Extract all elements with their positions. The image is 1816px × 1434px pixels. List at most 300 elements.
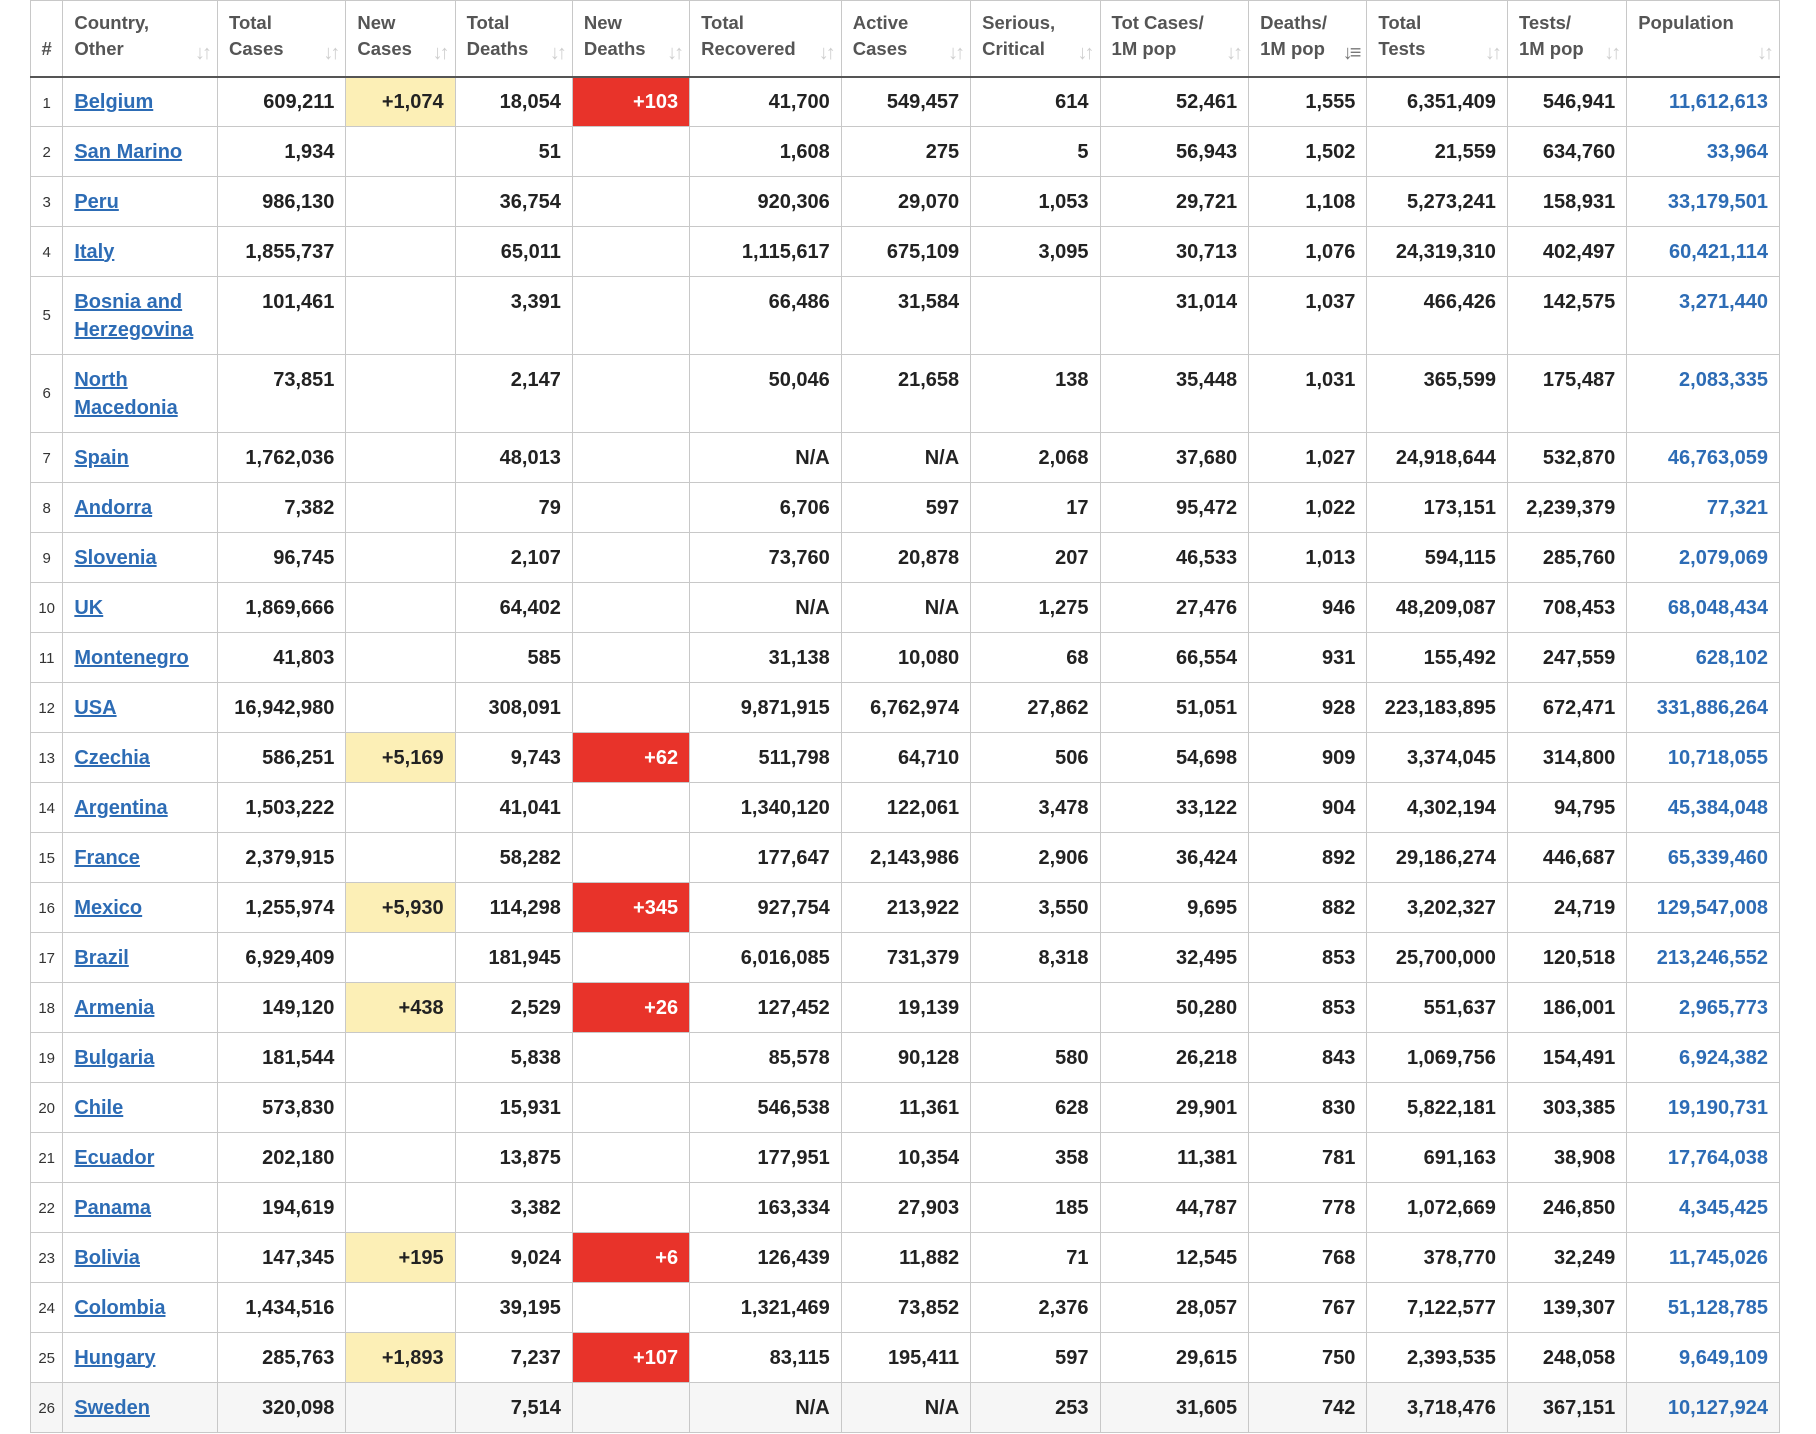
country-link[interactable]: UK xyxy=(74,596,104,619)
table-row xyxy=(31,1383,1780,1433)
deaths-per-1m-cell: 767 xyxy=(1249,1283,1367,1333)
header-country-label: Country, Other xyxy=(74,12,150,59)
total-tests-cell: 5,273,241 xyxy=(1367,177,1508,227)
country-cell xyxy=(63,533,218,583)
total-cases-cell: 149,120 xyxy=(218,983,346,1033)
country-link[interactable]: Chile xyxy=(74,1096,124,1119)
country-link[interactable]: North Macedonia xyxy=(74,369,178,419)
new-cases-cell xyxy=(346,1133,455,1183)
tests-per-1m-cell: 175,487 xyxy=(1507,355,1626,433)
header-total-tests[interactable] xyxy=(1367,1,1508,77)
country-cell xyxy=(63,483,218,533)
total-tests-cell: 466,426 xyxy=(1367,277,1508,355)
country-link[interactable]: Colombia xyxy=(74,1296,166,1319)
rank-cell: 17 xyxy=(31,933,63,983)
tot-cases-per-1m-cell: 31,014 xyxy=(1100,277,1249,355)
country-link[interactable]: Belgium xyxy=(74,90,154,113)
covid-stats-table xyxy=(30,0,1780,1433)
total-deaths-cell: 308,091 xyxy=(455,683,572,733)
table-row xyxy=(31,783,1780,833)
new-cases-cell xyxy=(346,933,455,983)
total-tests-cell: 378,770 xyxy=(1367,1233,1508,1283)
tests-per-1m-cell: 120,518 xyxy=(1507,933,1626,983)
new-deaths-cell: +6 xyxy=(572,1233,689,1283)
new-cases-cell xyxy=(346,1183,455,1233)
total-recovered-cell: 1,321,469 xyxy=(690,1283,842,1333)
sort-icon[interactable]: ↓↑ xyxy=(1484,41,1499,64)
total-recovered-cell: 41,700 xyxy=(690,77,842,127)
serious-critical-cell: 628 xyxy=(971,1083,1100,1133)
rank-cell: 3 xyxy=(31,177,63,227)
rank-cell: 11 xyxy=(31,633,63,683)
rank-cell: 14 xyxy=(31,783,63,833)
total-deaths-cell: 114,298 xyxy=(455,883,572,933)
header-tests-per-1m[interactable] xyxy=(1507,1,1626,77)
active-cases-cell: 64,710 xyxy=(841,733,970,783)
active-cases-cell: 20,878 xyxy=(841,533,970,583)
country-link[interactable]: Mexico xyxy=(74,896,143,919)
population-cell: 10,718,055 xyxy=(1627,733,1780,783)
active-cases-cell: 195,411 xyxy=(841,1333,970,1383)
tests-per-1m-cell: 158,931 xyxy=(1507,177,1626,227)
header-total-deaths[interactable] xyxy=(455,1,572,77)
total-deaths-cell: 7,514 xyxy=(455,1383,572,1433)
tests-per-1m-cell: 708,453 xyxy=(1507,583,1626,633)
tests-per-1m-cell: 546,941 xyxy=(1507,77,1626,127)
serious-critical-cell: 3,095 xyxy=(971,227,1100,277)
new-cases-cell xyxy=(346,127,455,177)
rank-cell: 9 xyxy=(31,533,63,583)
serious-critical-cell: 3,478 xyxy=(971,783,1100,833)
sort-icon[interactable]: ↓↑ xyxy=(818,41,833,64)
sort-desc-icon[interactable]: ↓≡ xyxy=(1342,41,1359,64)
total-recovered-cell: 927,754 xyxy=(690,883,842,933)
total-cases-cell: 101,461 xyxy=(218,277,346,355)
total-recovered-cell: 163,334 xyxy=(690,1183,842,1233)
tests-per-1m-cell: 246,850 xyxy=(1507,1183,1626,1233)
deaths-per-1m-cell: 781 xyxy=(1249,1133,1367,1183)
table-body xyxy=(31,77,1780,1433)
active-cases-cell: 597 xyxy=(841,483,970,533)
total-cases-cell: 1,934 xyxy=(218,127,346,177)
total-deaths-cell: 3,391 xyxy=(455,277,572,355)
total-recovered-cell: 511,798 xyxy=(690,733,842,783)
population-cell: 213,246,552 xyxy=(1627,933,1780,983)
serious-critical-cell: 207 xyxy=(971,533,1100,583)
new-deaths-cell xyxy=(572,1133,689,1183)
rank-cell: 16 xyxy=(31,883,63,933)
active-cases-cell: 27,903 xyxy=(841,1183,970,1233)
total-tests-cell: 155,492 xyxy=(1367,633,1508,683)
country-cell xyxy=(63,433,218,483)
country-link[interactable]: Andorra xyxy=(74,496,153,519)
country-cell xyxy=(63,833,218,883)
header-population-label: Population xyxy=(1638,12,1734,33)
active-cases-cell: 6,762,974 xyxy=(841,683,970,733)
tot-cases-per-1m-cell: 95,472 xyxy=(1100,483,1249,533)
country-link[interactable]: Bolivia xyxy=(74,1246,140,1269)
total-tests-cell: 2,393,535 xyxy=(1367,1333,1508,1383)
total-cases-cell: 285,763 xyxy=(218,1333,346,1383)
header-new-deaths[interactable] xyxy=(572,1,689,77)
new-cases-cell xyxy=(346,583,455,633)
tot-cases-per-1m-cell: 26,218 xyxy=(1100,1033,1249,1083)
total-deaths-cell: 51 xyxy=(455,127,572,177)
population-cell: 4,345,425 xyxy=(1627,1183,1780,1233)
rank-cell: 18 xyxy=(31,983,63,1033)
new-cases-cell: +5,169 xyxy=(346,733,455,783)
serious-critical-cell: 358 xyxy=(971,1133,1100,1183)
new-cases-cell xyxy=(346,833,455,883)
country-cell xyxy=(63,683,218,733)
new-deaths-cell xyxy=(572,433,689,483)
tot-cases-per-1m-cell: 29,615 xyxy=(1100,1333,1249,1383)
serious-critical-cell xyxy=(971,277,1100,355)
total-recovered-cell: 177,951 xyxy=(690,1133,842,1183)
active-cases-cell: N/A xyxy=(841,583,970,633)
total-cases-cell: 586,251 xyxy=(218,733,346,783)
deaths-per-1m-cell: 1,027 xyxy=(1249,433,1367,483)
total-tests-cell: 3,202,327 xyxy=(1367,883,1508,933)
total-recovered-cell: 31,138 xyxy=(690,633,842,683)
header-deaths-per-1m[interactable] xyxy=(1249,1,1367,77)
serious-critical-cell: 1,275 xyxy=(971,583,1100,633)
sort-icon[interactable]: ↓↑ xyxy=(195,41,210,64)
active-cases-cell: 10,354 xyxy=(841,1133,970,1183)
population-cell: 46,763,059 xyxy=(1627,433,1780,483)
tot-cases-per-1m-cell: 28,057 xyxy=(1100,1283,1249,1333)
header-total-cases[interactable] xyxy=(218,1,346,77)
country-cell xyxy=(63,1333,218,1383)
total-cases-cell: 1,434,516 xyxy=(218,1283,346,1333)
country-link[interactable]: Panama xyxy=(74,1196,152,1219)
total-cases-cell: 320,098 xyxy=(218,1383,346,1433)
table-row xyxy=(31,833,1780,883)
header-country[interactable] xyxy=(63,1,218,77)
total-deaths-cell: 13,875 xyxy=(455,1133,572,1183)
new-deaths-cell xyxy=(572,1383,689,1433)
deaths-per-1m-cell: 750 xyxy=(1249,1333,1367,1383)
tot-cases-per-1m-cell: 50,280 xyxy=(1100,983,1249,1033)
country-cell xyxy=(63,1083,218,1133)
population-cell: 3,271,440 xyxy=(1627,277,1780,355)
new-deaths-cell xyxy=(572,933,689,983)
rank-cell: 19 xyxy=(31,1033,63,1083)
tests-per-1m-cell: 248,058 xyxy=(1507,1333,1626,1383)
new-deaths-cell: +103 xyxy=(572,77,689,127)
table-row xyxy=(31,127,1780,177)
serious-critical-cell xyxy=(971,983,1100,1033)
table-row xyxy=(31,883,1780,933)
new-deaths-cell xyxy=(572,483,689,533)
sort-icon[interactable]: ↓↑ xyxy=(1226,41,1241,64)
deaths-per-1m-cell: 1,013 xyxy=(1249,533,1367,583)
total-cases-cell: 73,851 xyxy=(218,355,346,433)
rank-cell: 4 xyxy=(31,227,63,277)
total-tests-cell: 6,351,409 xyxy=(1367,77,1508,127)
new-cases-cell xyxy=(346,433,455,483)
country-link[interactable]: Ecuador xyxy=(74,1146,155,1169)
country-link[interactable]: Slovenia xyxy=(74,546,157,569)
country-cell xyxy=(63,933,218,983)
header-tot-cases-per-1m-label: Tot Cases/ 1M pop xyxy=(1111,12,1204,59)
country-link[interactable]: Brazil xyxy=(74,946,129,969)
deaths-per-1m-cell: 843 xyxy=(1249,1033,1367,1083)
tests-per-1m-cell: 142,575 xyxy=(1507,277,1626,355)
tot-cases-per-1m-cell: 32,495 xyxy=(1100,933,1249,983)
country-cell xyxy=(63,227,218,277)
new-deaths-cell xyxy=(572,177,689,227)
country-link[interactable]: Argentina xyxy=(74,796,168,819)
tot-cases-per-1m-cell: 51,051 xyxy=(1100,683,1249,733)
deaths-per-1m-cell: 1,022 xyxy=(1249,483,1367,533)
header-population[interactable] xyxy=(1627,1,1780,77)
tot-cases-per-1m-cell: 37,680 xyxy=(1100,433,1249,483)
deaths-per-1m-cell: 742 xyxy=(1249,1383,1367,1433)
country-link[interactable]: Sweden xyxy=(74,1396,150,1419)
total-recovered-cell: 6,016,085 xyxy=(690,933,842,983)
total-cases-cell: 986,130 xyxy=(218,177,346,227)
tests-per-1m-cell: 314,800 xyxy=(1507,733,1626,783)
country-link[interactable]: Montenegro xyxy=(74,646,189,669)
total-deaths-cell: 39,195 xyxy=(455,1283,572,1333)
tests-per-1m-cell: 303,385 xyxy=(1507,1083,1626,1133)
active-cases-cell: 21,658 xyxy=(841,355,970,433)
total-cases-cell: 2,379,915 xyxy=(218,833,346,883)
rank-cell: 20 xyxy=(31,1083,63,1133)
population-cell: 45,384,048 xyxy=(1627,783,1780,833)
new-cases-cell xyxy=(346,277,455,355)
tests-per-1m-cell: 247,559 xyxy=(1507,633,1626,683)
country-link[interactable]: Bulgaria xyxy=(74,1046,155,1069)
tests-per-1m-cell: 186,001 xyxy=(1507,983,1626,1033)
population-cell: 628,102 xyxy=(1627,633,1780,683)
population-cell: 11,745,026 xyxy=(1627,1233,1780,1283)
total-cases-cell: 16,942,980 xyxy=(218,683,346,733)
deaths-per-1m-cell: 904 xyxy=(1249,783,1367,833)
active-cases-cell: N/A xyxy=(841,1383,970,1433)
header-tot-cases-per-1m[interactable] xyxy=(1100,1,1249,77)
deaths-per-1m-cell: 909 xyxy=(1249,733,1367,783)
active-cases-cell: 122,061 xyxy=(841,783,970,833)
header-new-cases[interactable] xyxy=(346,1,455,77)
tests-per-1m-cell: 367,151 xyxy=(1507,1383,1626,1433)
total-recovered-cell: 73,760 xyxy=(690,533,842,583)
total-cases-cell: 147,345 xyxy=(218,1233,346,1283)
total-cases-cell: 194,619 xyxy=(218,1183,346,1233)
population-cell: 51,128,785 xyxy=(1627,1283,1780,1333)
table-row xyxy=(31,1233,1780,1283)
tot-cases-per-1m-cell: 44,787 xyxy=(1100,1183,1249,1233)
sort-icon[interactable]: ↓↑ xyxy=(667,41,682,64)
sort-icon[interactable]: ↓↑ xyxy=(323,41,338,64)
rank-cell: 6 xyxy=(31,355,63,433)
population-cell: 60,421,114 xyxy=(1627,227,1780,277)
country-link[interactable]: San Marino xyxy=(74,140,183,163)
total-cases-cell: 202,180 xyxy=(218,1133,346,1183)
new-cases-cell xyxy=(346,783,455,833)
tests-per-1m-cell: 634,760 xyxy=(1507,127,1626,177)
country-link[interactable]: USA xyxy=(74,696,117,719)
header-serious-critical[interactable] xyxy=(971,1,1100,77)
total-deaths-cell: 65,011 xyxy=(455,227,572,277)
population-cell: 19,190,731 xyxy=(1627,1083,1780,1133)
total-tests-cell: 24,319,310 xyxy=(1367,227,1508,277)
header-total-recovered[interactable] xyxy=(690,1,842,77)
country-cell xyxy=(63,583,218,633)
total-deaths-cell: 64,402 xyxy=(455,583,572,633)
total-recovered-cell: 66,486 xyxy=(690,277,842,355)
total-deaths-cell: 7,237 xyxy=(455,1333,572,1383)
sort-icon[interactable]: ↓↑ xyxy=(432,41,447,64)
new-deaths-cell xyxy=(572,1033,689,1083)
country-link[interactable]: France xyxy=(74,846,140,869)
rank-cell: 1 xyxy=(31,77,63,127)
new-cases-cell: +438 xyxy=(346,983,455,1033)
total-recovered-cell: 1,608 xyxy=(690,127,842,177)
header-rank[interactable] xyxy=(31,1,63,77)
country-link[interactable]: Italy xyxy=(74,240,115,263)
serious-critical-cell: 71 xyxy=(971,1233,1100,1283)
country-link[interactable]: Spain xyxy=(74,446,129,469)
tests-per-1m-cell: 32,249 xyxy=(1507,1233,1626,1283)
new-deaths-cell xyxy=(572,127,689,177)
tot-cases-per-1m-cell: 29,901 xyxy=(1100,1083,1249,1133)
population-cell: 331,886,264 xyxy=(1627,683,1780,733)
total-tests-cell: 25,700,000 xyxy=(1367,933,1508,983)
sort-icon[interactable]: ↓↑ xyxy=(948,41,963,64)
total-tests-cell: 21,559 xyxy=(1367,127,1508,177)
rank-cell: 25 xyxy=(31,1333,63,1383)
country-cell xyxy=(63,1383,218,1433)
sort-icon[interactable]: ↓↑ xyxy=(1077,41,1092,64)
serious-critical-cell: 17 xyxy=(971,483,1100,533)
country-cell xyxy=(63,1033,218,1083)
serious-critical-cell: 1,053 xyxy=(971,177,1100,227)
serious-critical-cell: 8,318 xyxy=(971,933,1100,983)
tot-cases-per-1m-cell: 52,461 xyxy=(1100,77,1249,127)
rank-cell: 26 xyxy=(31,1383,63,1433)
total-tests-cell: 365,599 xyxy=(1367,355,1508,433)
total-recovered-cell: 85,578 xyxy=(690,1033,842,1083)
country-link[interactable]: Armenia xyxy=(74,996,155,1019)
deaths-per-1m-cell: 928 xyxy=(1249,683,1367,733)
table-row xyxy=(31,1033,1780,1083)
sort-icon[interactable]: ↓↑ xyxy=(549,41,564,64)
serious-critical-cell: 138 xyxy=(971,355,1100,433)
country-link[interactable]: Hungary xyxy=(74,1346,156,1369)
total-deaths-cell: 585 xyxy=(455,633,572,683)
header-serious-critical-label: Serious, Critical xyxy=(982,12,1056,59)
country-cell xyxy=(63,733,218,783)
total-recovered-cell: N/A xyxy=(690,1383,842,1433)
tests-per-1m-cell: 402,497 xyxy=(1507,227,1626,277)
tests-per-1m-cell: 672,471 xyxy=(1507,683,1626,733)
tot-cases-per-1m-cell: 9,695 xyxy=(1100,883,1249,933)
new-cases-cell xyxy=(346,177,455,227)
population-cell: 11,612,613 xyxy=(1627,77,1780,127)
sort-icon[interactable]: ↓↑ xyxy=(1604,41,1619,64)
serious-critical-cell: 580 xyxy=(971,1033,1100,1083)
table-row xyxy=(31,355,1780,433)
tot-cases-per-1m-cell: 12,545 xyxy=(1100,1233,1249,1283)
total-recovered-cell: 127,452 xyxy=(690,983,842,1033)
active-cases-cell: 11,882 xyxy=(841,1233,970,1283)
total-deaths-cell: 18,054 xyxy=(455,77,572,127)
table-row xyxy=(31,1333,1780,1383)
total-tests-cell: 3,718,476 xyxy=(1367,1383,1508,1433)
total-recovered-cell: 83,115 xyxy=(690,1333,842,1383)
total-tests-cell: 4,302,194 xyxy=(1367,783,1508,833)
total-recovered-cell: N/A xyxy=(690,583,842,633)
new-deaths-cell: +26 xyxy=(572,983,689,1033)
active-cases-cell: 213,922 xyxy=(841,883,970,933)
deaths-per-1m-cell: 931 xyxy=(1249,633,1367,683)
deaths-per-1m-cell: 946 xyxy=(1249,583,1367,633)
population-cell: 33,964 xyxy=(1627,127,1780,177)
country-link[interactable]: Czechia xyxy=(74,746,150,769)
serious-critical-cell: 3,550 xyxy=(971,883,1100,933)
header-active-cases[interactable] xyxy=(841,1,970,77)
total-tests-cell: 173,151 xyxy=(1367,483,1508,533)
total-cases-cell: 609,211 xyxy=(218,77,346,127)
table-row xyxy=(31,77,1780,127)
tot-cases-per-1m-cell: 46,533 xyxy=(1100,533,1249,583)
total-tests-cell: 3,374,045 xyxy=(1367,733,1508,783)
new-deaths-cell xyxy=(572,355,689,433)
active-cases-cell: 11,361 xyxy=(841,1083,970,1133)
total-recovered-cell: 177,647 xyxy=(690,833,842,883)
tot-cases-per-1m-cell: 29,721 xyxy=(1100,177,1249,227)
country-link[interactable]: Bosnia and Herzegovina xyxy=(74,291,194,341)
total-deaths-cell: 48,013 xyxy=(455,433,572,483)
tot-cases-per-1m-cell: 30,713 xyxy=(1100,227,1249,277)
total-tests-cell: 48,209,087 xyxy=(1367,583,1508,633)
total-cases-cell: 96,745 xyxy=(218,533,346,583)
new-deaths-cell: +107 xyxy=(572,1333,689,1383)
table-row xyxy=(31,1283,1780,1333)
population-cell: 2,079,069 xyxy=(1627,533,1780,583)
new-cases-cell xyxy=(346,633,455,683)
deaths-per-1m-cell: 1,037 xyxy=(1249,277,1367,355)
new-cases-cell: +1,074 xyxy=(346,77,455,127)
serious-critical-cell: 185 xyxy=(971,1183,1100,1233)
new-cases-cell xyxy=(346,1383,455,1433)
country-link[interactable]: Peru xyxy=(74,190,119,213)
country-cell xyxy=(63,77,218,127)
total-tests-cell: 5,822,181 xyxy=(1367,1083,1508,1133)
deaths-per-1m-cell: 778 xyxy=(1249,1183,1367,1233)
total-recovered-cell: 546,538 xyxy=(690,1083,842,1133)
table-row xyxy=(31,933,1780,983)
deaths-per-1m-cell: 1,555 xyxy=(1249,77,1367,127)
new-deaths-cell xyxy=(572,833,689,883)
country-cell xyxy=(63,633,218,683)
active-cases-cell: 29,070 xyxy=(841,177,970,227)
header-tests-per-1m-label: Tests/ 1M pop xyxy=(1518,12,1584,59)
active-cases-cell: 2,143,986 xyxy=(841,833,970,883)
table-row xyxy=(31,177,1780,227)
table-row xyxy=(31,1083,1780,1133)
sort-icon[interactable]: ↓↑ xyxy=(1757,41,1771,64)
table-row xyxy=(31,483,1780,533)
total-deaths-cell: 79 xyxy=(455,483,572,533)
total-cases-cell: 181,544 xyxy=(218,1033,346,1083)
serious-critical-cell: 2,376 xyxy=(971,1283,1100,1333)
tot-cases-per-1m-cell: 54,698 xyxy=(1100,733,1249,783)
new-deaths-cell xyxy=(572,227,689,277)
total-cases-cell: 6,929,409 xyxy=(218,933,346,983)
